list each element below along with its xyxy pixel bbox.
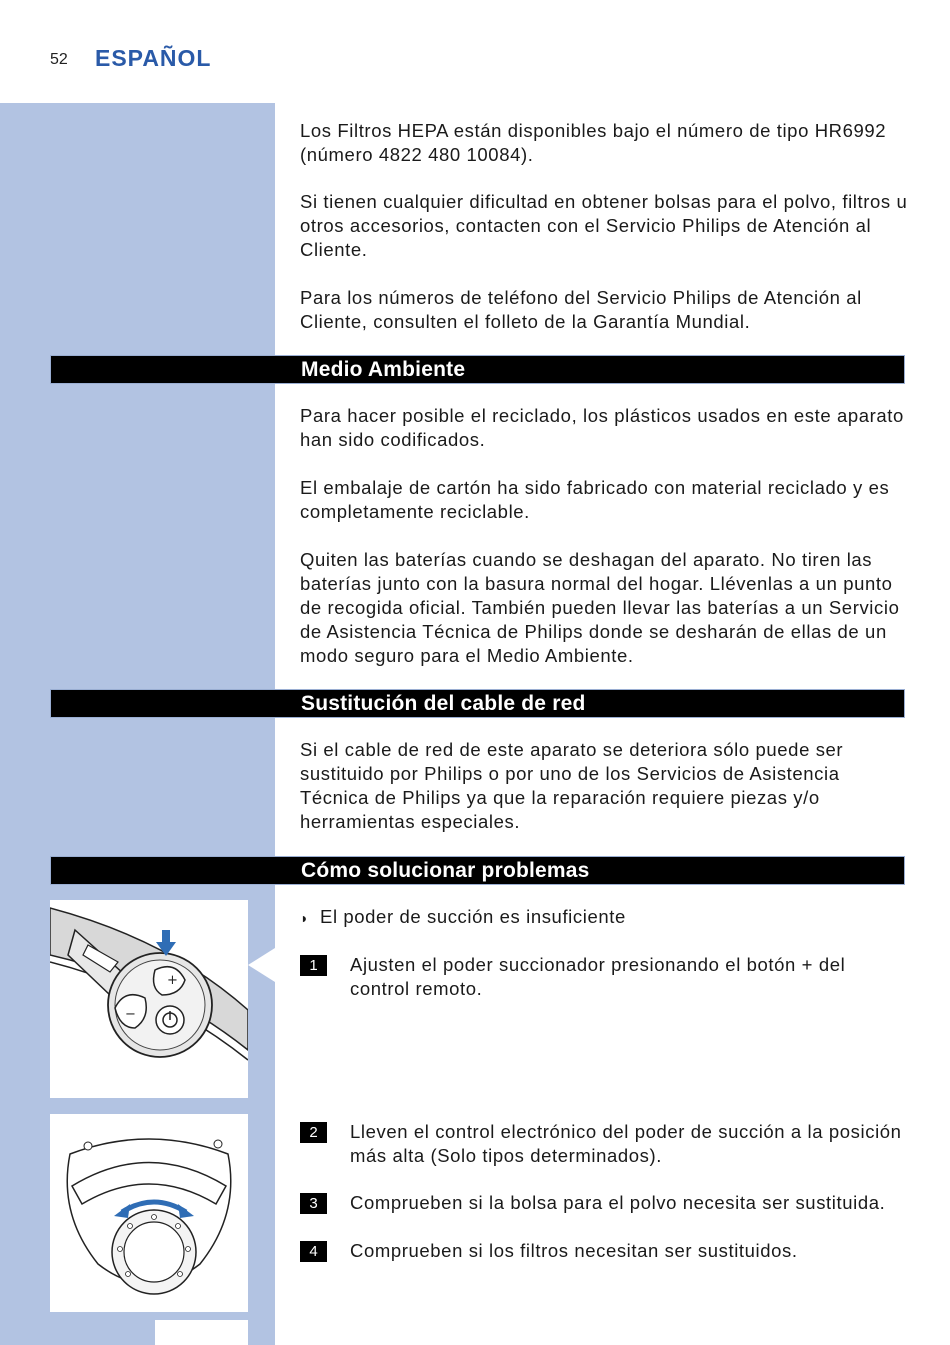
intro-paragraph-3: Para los números de teléfono del Servicio Philips de Atención al Cliente, consulten el folleto de la Garantía Mundial. <box>300 287 862 332</box>
step-number: 3 <box>300 1193 327 1214</box>
suction-dial-illustration <box>50 1114 248 1312</box>
step-text: Comprueben si la bolsa para el polvo necesita ser sustituida. <box>350 1192 886 1213</box>
step-number: 2 <box>300 1122 327 1143</box>
section-header-cable <box>50 689 905 718</box>
cable-paragraph-1: Si el cable de red de este aparato se deteriora sólo puede ser sustituido por Philips o por uno de los Servicios de Asistencia Técnica de Philips ya que la reparación requiere piezas y/o herramientas especiales. <box>300 739 844 832</box>
page-number: 52 <box>50 51 68 68</box>
problem-bullet-text: El poder de succión es insuficiente <box>320 906 626 927</box>
problem-bullet <box>300 905 626 930</box>
remote-control-illustration <box>50 900 248 1098</box>
intro-paragraph-1: Los Filtros HEPA están disponibles bajo el número de tipo HR6992 (número 4822 480 10084). <box>300 120 887 165</box>
step-text: Ajusten el poder succionador presionando el botón + del control remoto. <box>350 954 846 999</box>
section-title: Sustitución del cable de red <box>301 692 586 715</box>
section-header-medio-ambiente <box>50 355 905 384</box>
step-text: Comprueben si los filtros necesitan ser sustituidos. <box>350 1240 798 1261</box>
language-title: ESPAÑOL <box>95 45 212 71</box>
illustration-pointer <box>248 948 275 982</box>
right-half-circle-icon: ◗ <box>300 910 310 926</box>
medio-paragraph-1: Para hacer posible el reciclado, los plásticos usados en este aparato han sido codificados. <box>300 405 904 450</box>
remote-control-drawing <box>50 900 248 1098</box>
section-title: Cómo solucionar problemas <box>301 859 590 882</box>
minus-label: − <box>125 1007 136 1022</box>
suction-dial-drawing <box>50 1114 248 1312</box>
section-title: Medio Ambiente <box>301 358 466 381</box>
footer-box <box>155 1320 248 1345</box>
plus-label: + <box>167 973 178 988</box>
intro-paragraph-2: Si tienen cualquier dificultad en obtener bolsas para el polvo, filtros u otros accesorios, contacten con el Servicio Philips de Atención al Cliente. <box>300 191 908 260</box>
step-number: 4 <box>300 1241 327 1262</box>
section-header-problemas <box>50 856 905 885</box>
medio-paragraph-2: El embalaje de cartón ha sido fabricado con material reciclado y es completamente reciclable. <box>300 477 890 522</box>
step-number: 1 <box>300 955 327 976</box>
medio-paragraph-3: Quiten las baterías cuando se deshagan del aparato. No tiren las baterías junto con la basura normal del hogar. Llévenlas a un punto de recogida oficial. También pueden llevar las baterías a un Servicio de Asistencia Técnica de Philips donde se desharán de ellas de un modo seguro para el Medio Ambiente. <box>300 549 900 666</box>
step-text: Lleven el control electrónico del poder de succión a la posición más alta (Solo tipos determinados). <box>350 1121 902 1166</box>
